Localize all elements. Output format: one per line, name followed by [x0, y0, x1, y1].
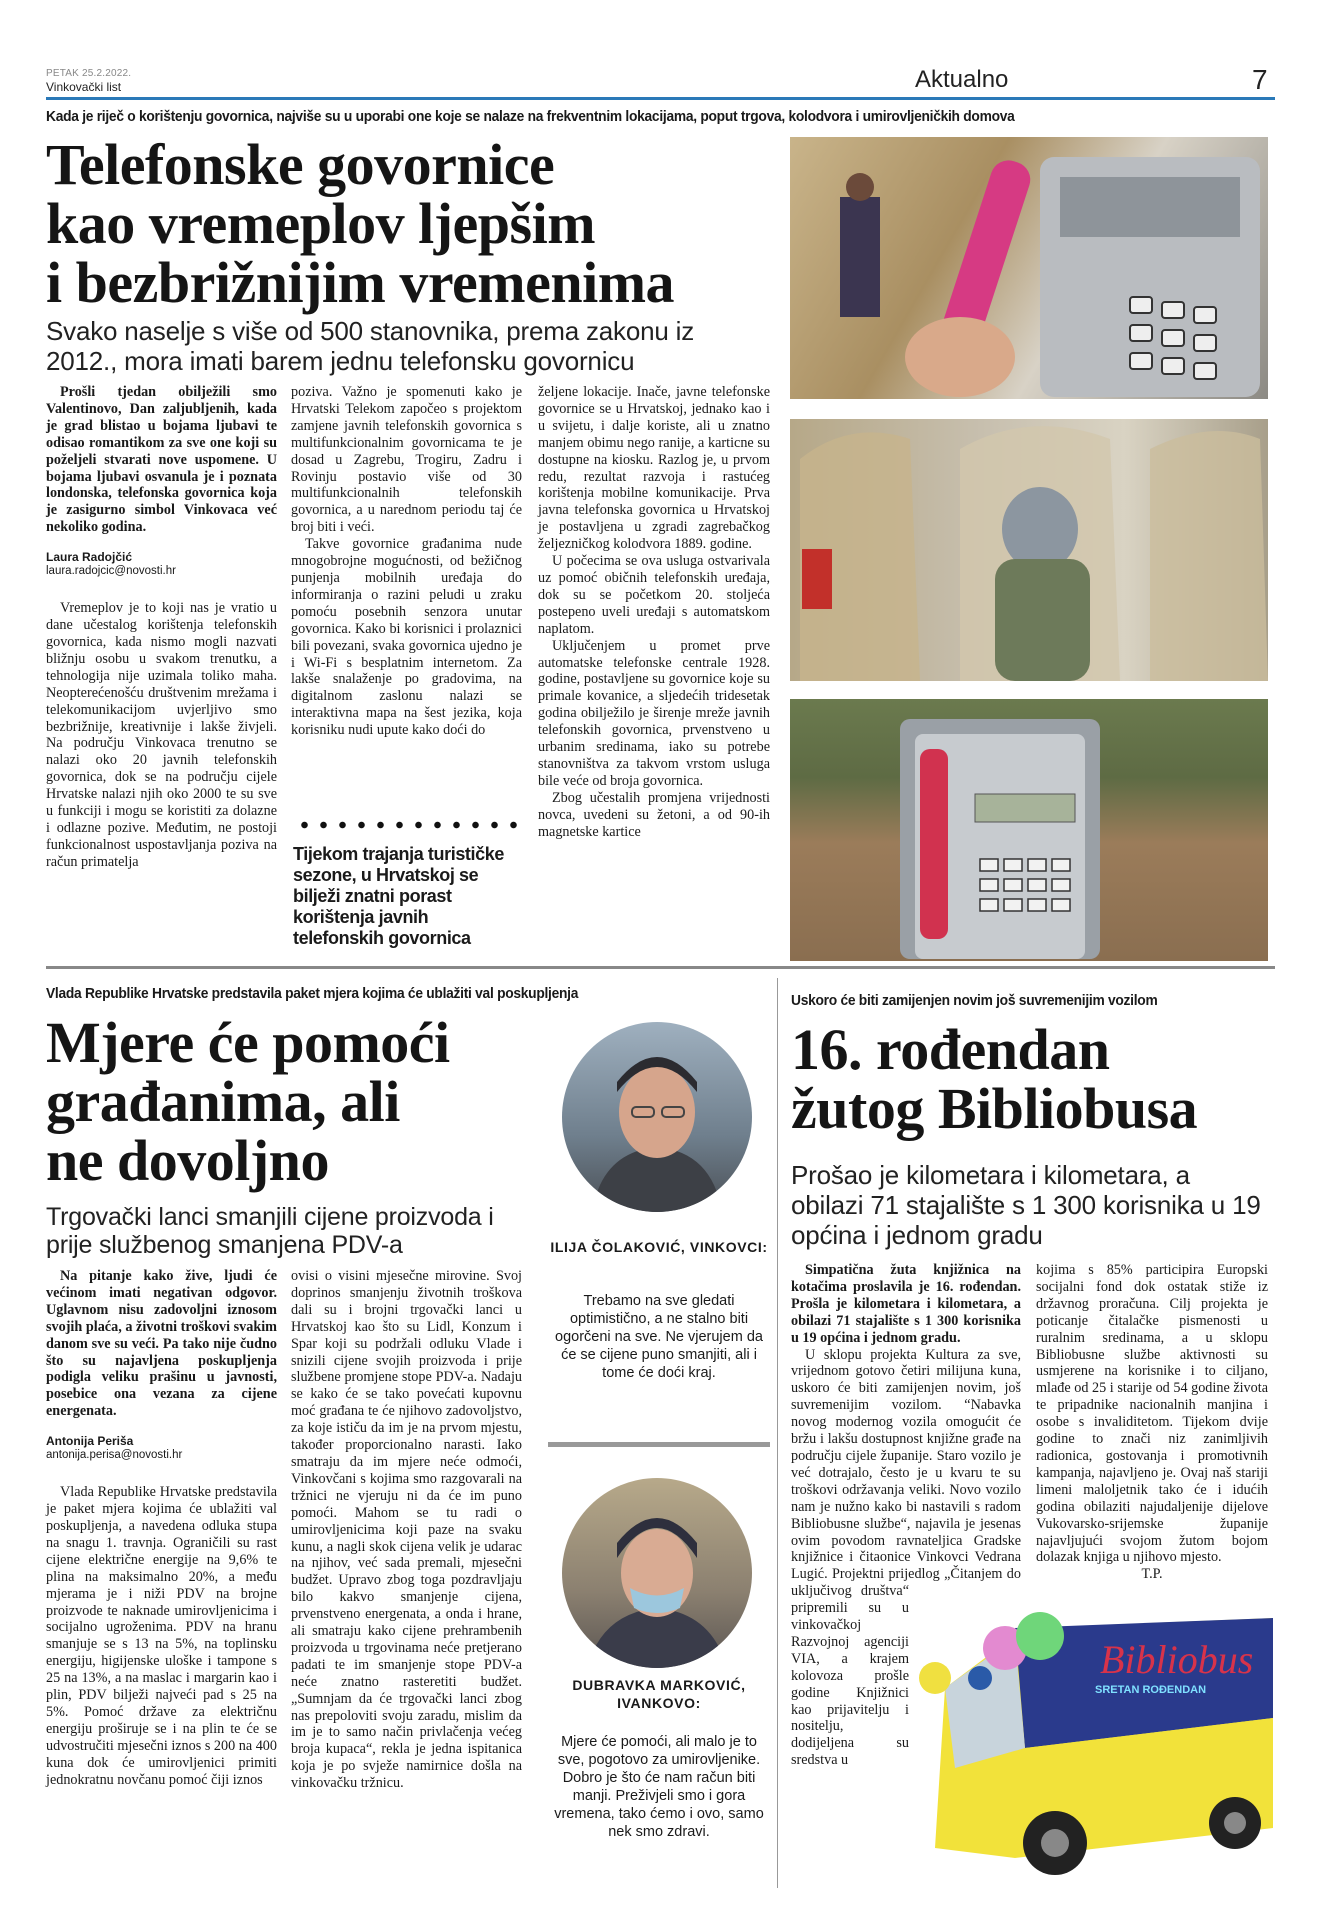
title-line: 16. rođendan [791, 1017, 1110, 1082]
paragraph: Takve govornice građanima nude mnogobrojne mogućnosti, od bežičnog punjenja mobilnih uređaja do informiranja o razini peludi u zraku pomoću posebnih senzora unutar govornica. Kako bi korisnici i prolaznici bili povezani, svaka govornica ujedno je i Wi-Fi s besplatnim internetom. Za lakše snalaženje po gradovima, na digitalnom zaslonu nalazi se interaktivna mapa na šest jezika, koja korisniku nudi upute kako doći do [291, 536, 522, 739]
author-email[interactable]: laura.radojcic@novosti.hr [46, 565, 176, 578]
author-name: Antonija Periša [46, 1434, 134, 1449]
author-name: Laura Radojčić [46, 550, 133, 565]
pull-quote-dots [295, 820, 523, 830]
header-rule [46, 97, 1275, 100]
page-number: 7 [1252, 64, 1268, 95]
bus-logo-text: Bibliobus [1100, 1637, 1254, 1682]
article1-column-1 [46, 384, 277, 871]
paragraph: željene lokacije. Inače, javne telefonske govornice se u Hrvatskoj, jednako kao i u svijetu, i dalje koriste, ali u znatno manjem obimu nego ranije, a karticne su dostupne na kiosku. Razlog je, u prvom redu, rezultat razvoja i rastućeg korištenja mobilne komunikacije. Prva javna telefonska govornica u Hrvatskoj je postavljena u zgradi zagrebačkog željezničkog kolodvora 1889. godine. [538, 384, 770, 553]
signature: T.P. [1141, 1566, 1163, 1583]
article1-column-2 [291, 384, 522, 739]
article2-column-1 [46, 1268, 277, 1788]
article1-title [46, 132, 675, 315]
article1-subtitle: Svako naselje s više od 500 stanovnika, prema zakonu iz 2012., mora imati barem jednu telefonsku govornicu [46, 316, 695, 376]
title-line: Mjere će pomoći [46, 1010, 450, 1075]
title-line: žutog Bibliobusa [791, 1076, 1198, 1141]
article1-byline [46, 550, 277, 578]
paragraph: U sklopu projekta Kultura za sve, vrijednom gotovo četiri milijuna kuna, uskoro će biti zamijenjen novim, još suvremenijim vozilom. “Nabavka novog modernog vozila omogućit će bržu i lakšu dostupnost knjižne građe na području cijele županije. Staro vozilo je već dotrajalo, često je u kvaru te su troškovi održavanja veliki. Novo vozilo nam je nužno kako bi nastavili s radom Bibliobusne službe“, najavila je jesenas ovim povodom ravnateljica Gradske knjižnice i čitaonice Vinkovci Vedrana Lugić. Projektni prijedlog „Čitanjem do uključivog društva“ pripremili su u vinkovačkoj Razvojnoj agenciji VIA, a krajem kolovoza prošle godine Knjižnici kao prijavitelju i nositelju, dodijeljena su sredstva u [791, 1346, 1021, 1769]
title-line: kao vremeplov ljepšim [46, 191, 596, 256]
title-line: ne dovoljno [46, 1128, 329, 1193]
article2-title [46, 1010, 450, 1193]
paragraph: Vlada Republike Hrvatske predstavila je paket mjera kojima će ublažiti val poskupljenja, a navedena odluka stupa na snagu 1. travnja. Ograničili su rast cijene električne energije na 9,6% te plina na maksimalno 20%, a među mjerama je i niži PDV na brojne proizvode te naknade umirovljenicima i socijalno ugroženima. PDV na hranu smanjuje se s 13 na 5%, na toplinsku energiju, higijenske uloške i tampone s 25 na 13%, a na maslac i margarin kao i plin, PDV bilježi najveći pad s 25 na 5%. Pomoć države za električnu energiju proširuje se i na plin te će se udvostručiti mjesečni iznos s 200 na 400 kuna dok će umirovljenici primiti jednokratnu novčanu pomoć čiji iznos [46, 1484, 277, 1788]
article2-column-2 [291, 1268, 522, 1792]
article3-column-2 [1036, 1262, 1268, 1583]
photo-bibliobus [905, 1598, 1273, 1888]
article1-lead: Prošli tjedan obilježili smo Valentinovo, Dan zaljubljenih, kada je grad blistao u bojama ljubavi te odisao romantikom za sve one koji su poželjeli stvarati nove uspomene. U bojama ljubavi osvanula je i poznata londonska, telefonska govornica koja je zasigurno simbol Vinkovaca već nekoliko godina. [46, 384, 277, 536]
portrait-dubravka-markovic [562, 1478, 752, 1668]
newspaper-name: Vinkovački list [46, 80, 122, 94]
article2-subtitle: Trgovački lanci smanjili cijene proizvoda i prije službenog smanjena PDV-a [46, 1203, 494, 1259]
article3-title [791, 1017, 1198, 1141]
title-line: građanima, ali [46, 1069, 400, 1134]
article2-kicker: Vlada Republike Hrvatske predstavila paket mjera kojima će ublažiti val poskupljenja [46, 985, 579, 1002]
quote-text: Trebamo na sve gledati optimistično, a ne stalno biti ogorčeni na sve. Ne vjerujem da će se cijene puno smanjiti, ali i tome će doći kraj. [555, 1293, 763, 1381]
photo-payphone [790, 699, 1268, 961]
article1-kicker: Kada je riječ o korištenju govornica, najviše su u uporabi one koje se nalaze na frekventnim lokacijama, poput trgova, kolodvora i umirovljeničkih domova [46, 108, 1015, 125]
article2-byline [46, 1434, 277, 1462]
paragraph: kojima s 85% participira Europski socijalni fond dok ostatak stiže iz državnog proračuna. Cilj projekta je poticanje čitalačke pismenosti u ruralnim sredinama, a u sklopu Bibliobusne službe aktivnosti su usmjerene na korisnike i to ciljano, mlađe od 25 i starije od 54 godine života te pripadnike nacionalnih manjina i osobe s invaliditetom. Tijekom dvije godine to znači niz zanimljivih radionica, gostovanja i promotivnih kampanja, najavljeno je. Ovaj naš stariji limeni maloljetnik tako će i idućih godina obilaziti najudaljenije dijelove Vukovarsko-srijemske županije najavljujući svojom žutom bojom dolazak knjiga u njihovo mjesto. [1036, 1262, 1268, 1566]
section-divider [46, 966, 1275, 969]
paragraph: Zbog učestalih promjena vrijednosti novca, uvedeni su žetoni, a od 90-ih magnetske kartice [538, 789, 770, 840]
issue-date: PETAK 25.2.2022. [46, 68, 132, 79]
paragraph: Uključenjem u promet prve automatske telefonske centrale 1928. godine, postavljene su govornice koje su primale kovanice, a sljedećih tridesetak godina obilježilo je širenje mreže javnih telefonskih govornica, prvenstveno u urbanim sredinama, iako su potrebe stanovništva za takvom vrstom usluga bile veće od broja govornica. [538, 637, 770, 789]
quote-text: Mjere će pomoći, ali malo je to sve, pogotovo za umirovljenike. Dobro je što će nam račun biti manji. Preživjeli smo i gora vremena, tako ćemo i ovo, samo nek smo zdravi. [554, 1734, 764, 1840]
article3-kicker: Uskoro će biti zamijenjen novim još suvremenijim vozilom [791, 992, 1158, 1009]
title-line: Telefonske govornice [46, 132, 555, 197]
quote-name: DUBRAVKA MARKOVIĆ, IVANKOVO: [572, 1677, 746, 1711]
quote-divider [548, 1442, 770, 1447]
bus-banner-text: SRETAN ROĐENDAN [1095, 1684, 1207, 1696]
article1-column-3 [538, 384, 770, 840]
column-divider [777, 978, 778, 1888]
article3-subtitle: Prošao je kilometara i kilometara, a obilazi 71 stajalište s 1 300 korisnika u 19 općina i jednom gradu [791, 1160, 1261, 1250]
section-name: Aktualno [915, 66, 1009, 93]
article2-lead: Na pitanje kako žive, ljudi će većinom imati negativan odgovor. Uglavnom nisu zadovoljni iznosom svojih plaća, a životni troškovi svakim danom sve su veći. Pa tako nije čudno što su najavljena poskupljenja podigla veliku prašinu u javnosti, posebice ona vezana za cijene energenata. [46, 1268, 277, 1420]
title-line: i bezbrižnijim vremenima [46, 250, 675, 315]
paragraph: Vremeplov je to koji nas je vratio u dane učestalog korištenja telefonskih govornica, kada nismo mogli nazvati bližnju osobu u svakom trenutku, a tehnologija nije uzimala toliko maha. Neopterećenošću društvenim mrežama i telekomunikacijom uvjerljivo smo bezbrižnije, kreativnije i lakše živjeli. Na području Vinkovaca trenutno se nalazi oko 20 javnih telefonskih govornica, dok se na području cijele Hrvatske nalazi njih oko 2000 te su sve u funkciji i mogu se koristiti za dolazne i odlazne pozive. Međutim, ne postoji funkcionalnost uspostavljanja poziva na račun primatelja [46, 600, 277, 870]
portrait-ilija-colakovic [562, 1022, 752, 1212]
photo-phone-handset [790, 137, 1268, 399]
photo-phone-booths [790, 419, 1268, 681]
article3-lead: Simpatična žuta knjižnica na kotačima proslavila je 16. rođendan. Prošla je kilometara i kilometara, a obilazi 71 stajalište s 1 300 korisnika u 19 općina i jednom gradu. [791, 1262, 1021, 1346]
paragraph: ovisi o visini mjesečne mirovine. Svoj doprinos smanjenju životnih troškova dali su i brojni trgovački lanci u Hrvatskoj kao što su Lidl, Konzum i Spar koji su podržali odluku Vlade i snizili cijene svojih proizvoda i prije službene promjene stope PDV-a. Nadaju se kako će se tako povećati kupovnu moć građana te će njihovo zadovoljstvo, za koje ističu da im je na prvom mjestu, također proporcionalno narasti. Iako smatraju da im mjere neće odmoći, Vinkovčani s kojima smo razgovarali na tržnici ne vjeruju ni da će im puno pomoći. Mahom se tu radi o umirovljenicima koji paze na svaku kunu, a nagli skok cijena velik je udarac na njihov, već sada premali, mjesečni budžet. Upravo zbog toga pozdravljaju bilo kakvo smanjenje cijena, prvenstveno energenata, a onda i hrane, ali smatraju kako cijene prehrambenih proizvoda u trgovinama neće pretjerano padati te im smanjenje stope PDV-a neće znatno rasteretiti budžet. „Sumnjam da će trgovački lanci zbog nas prepoloviti svoju zaradu, mislim da im je to samo način privlačenja većeg broja kupaca“, rekla je jedna ispitanica koja je po svježe namirnice došla na vinkovačku tržnicu. [291, 1268, 522, 1792]
pull-quote: Tijekom trajanja turističke sezone, u Hrvatskoj se bilježi znatni porast korištenja javnih telefonskih govornica [293, 844, 504, 948]
quote-name: ILIJA ČOLAKOVIĆ, VINKOVCI: [550, 1239, 768, 1255]
paragraph: U počecima se ova usluga ostvarivala uz pomoć običnih telefonskih uređaja, dok su se početkom 20. stoljeća postepeno uveli uređaji s automatskom naplatom. [538, 553, 770, 637]
author-email[interactable]: antonija.perisa@novosti.hr [46, 1449, 183, 1462]
paragraph: poziva. Važno je spomenuti kako je Hrvatski Telekom započeo s projektom zamjene javnih telefonskih govornica s multifunkcionalnim govornicama te je dosad u Zagrebu, Trogiru, Zadru i Rovinju postavio više od 30 multifunkcionalnih telefonskih govornica, a u narednom periodu taj će broj biti i veći. [291, 384, 522, 536]
